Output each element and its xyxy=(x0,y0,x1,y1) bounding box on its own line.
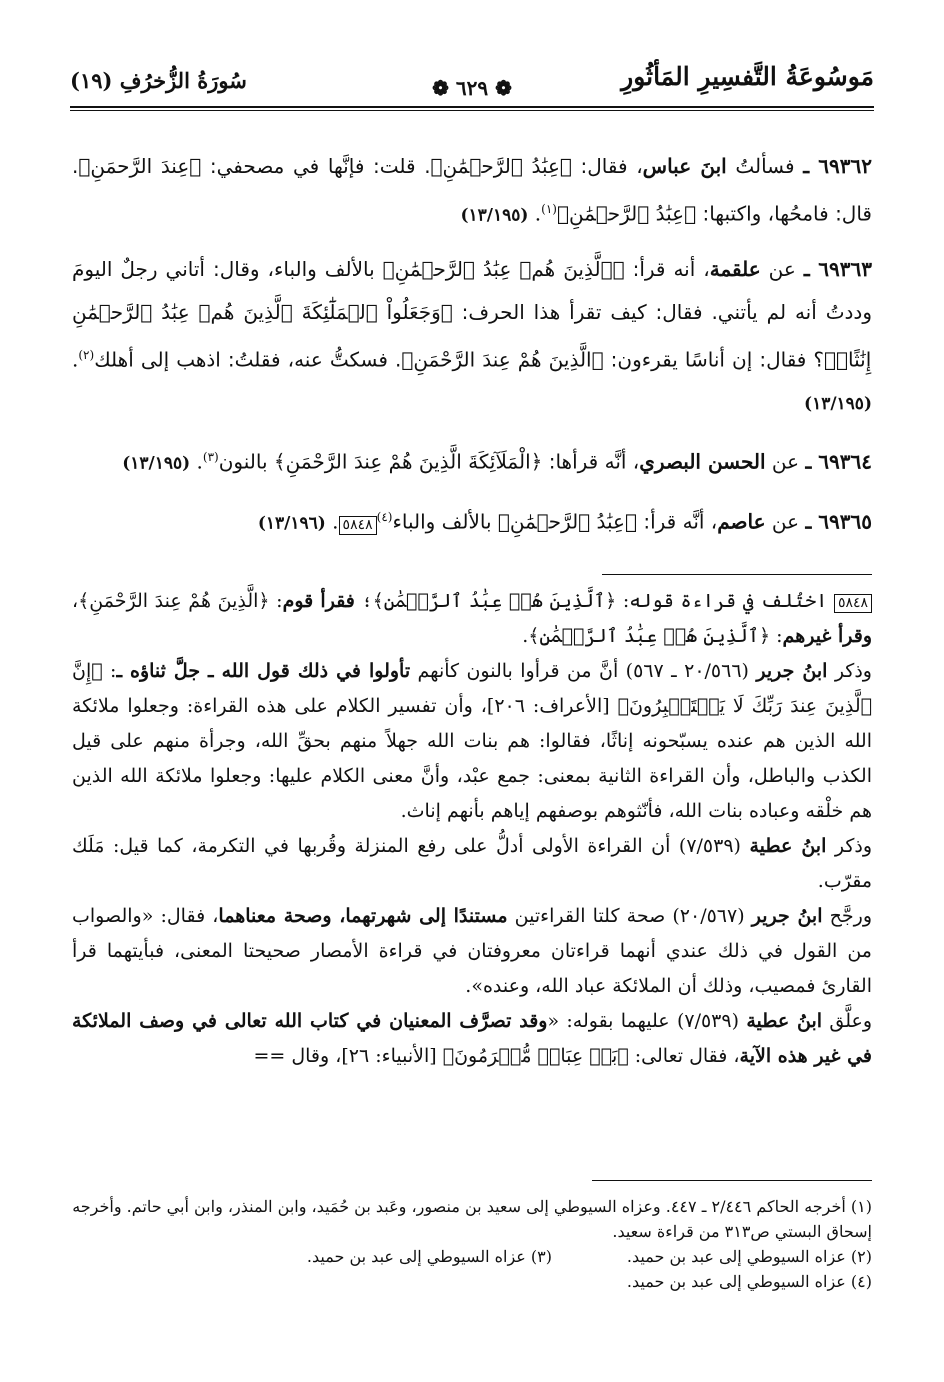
commentary-text: وعلَّق xyxy=(822,1010,873,1032)
narrator-name: ابنَ عباس xyxy=(642,154,727,178)
scholar-name: ابنُ عطية xyxy=(749,835,827,857)
hadith-text: فسألتُ xyxy=(726,154,795,178)
hadith-number: ٦٩٣٦٥ ـ xyxy=(805,509,872,534)
narrator-name: عاصم xyxy=(717,509,766,534)
header-rule-thin xyxy=(70,110,874,111)
commentary-bold: تأولوا في ذلك قول الله ـ جلَّ ثناؤه ـ xyxy=(116,660,411,682)
page-number-value: ٦٢٩ xyxy=(455,76,489,100)
commentary-text: اختُلف في قراءة قوله: ﴿ٱلَّذِينَ هُمۡ عِبَٰدُ ٱلرَّحۡمَٰنِ﴾؛ xyxy=(354,590,834,612)
narrator-name: علقمة xyxy=(709,256,761,281)
commentary-text: وذكر xyxy=(826,835,872,857)
commentary-block xyxy=(72,584,872,1074)
commentary-box-reference[interactable]: ٥٨٤٨ xyxy=(339,516,377,535)
footnotes xyxy=(72,1194,872,1294)
footnote-row xyxy=(72,1244,872,1269)
commentary-text: ، فقال: «والصواب من القول في ذلك عندي أنهما قراءتان معروفتان في قراءة الأمصار صحيحتا المعنى، فبأيتهما قرأ القارئ فمصيب، وذلك أن الملائكة عباد الله، وعنده». xyxy=(72,905,872,997)
commentary-bold: وقد تصرَّف المعنيان في كتاب الله تعالى في وصف الملائكة في غير هذه الآية xyxy=(72,1010,872,1067)
page-header xyxy=(70,62,874,112)
commentary-paragraph xyxy=(72,584,872,654)
commentary-text: ، فقال تعالى: ﴿بَلۡ عِبَادٞ مُّكۡرَمُونَ﴾ [الأنبياء: ٢٦]، وقال == xyxy=(253,1045,740,1067)
hadith-text: ، أنَّه قرأها: ﴿الْمَلَآئِكَةَ الَّذِينَ هُمْ عِندَ الرَّحْمَنِ﴾ بالنون xyxy=(218,449,640,474)
hadith-entry xyxy=(72,496,872,546)
hadith-text: ، فقال: ﴿عِبَٰدُ ٱلرَّحۡمَٰنِ﴾. قلت: فإنَّها في مصحفي: ﴿عِندَ الرَّحمَنِ﴾. قال: فامحُها، واكتبها: ﴿عِبَٰدُ ٱلرَّحۡمَٰنِ﴾ xyxy=(72,154,872,226)
hadith-text: ، أنه قرأ: ﴿ٱلَّذِينَ هُمۡ عِبَٰدُ ٱلرَّحۡمَٰنِ﴾ بالألف والباء، وقال: أتاني رجلٌ اليومَ وددتُ أنه لم يأتني. فقال: كيف تقرأ هذا الحرف: ﴿وَجَعَلُواْ ٱلۡمَلَٰٓئِكَةَ ٱلَّذِينَ هُمۡ عِبَٰدُ ٱلرَّحۡمَٰنِ إِنَٰثًاۚ﴾؟ فقال: إن أناسًا يقرءون: ﴿الَّذِينَ هُمْ عِندَ الرَّحْمَنِ﴾. فسكتُّ عنه، فقلتُ: اذهب إلى أهلك xyxy=(72,256,872,372)
book-title: مَوسُوعَةُ التَّفسِيرِ المَأثُورِ xyxy=(621,62,874,91)
hadith-list xyxy=(72,145,872,556)
narrator-name: الحسن البصري xyxy=(639,449,766,474)
footnote-marker[interactable]: (١) xyxy=(541,202,557,216)
scholar-name: ابنُ عطية xyxy=(746,1010,823,1032)
commentary-bold: مستندًا إلى شهرتهما، وصحة معناهما xyxy=(218,905,508,927)
commentary-text: وذكر xyxy=(827,660,872,682)
hadith-text: عن xyxy=(765,449,800,474)
hadith-number: ٦٩٣٦٢ ـ xyxy=(803,154,873,178)
hadith-text: . xyxy=(528,201,542,226)
hadith-number: ٦٩٣٦٤ ـ xyxy=(805,449,872,474)
commentary-box-number: ٥٨٤٨ xyxy=(834,594,872,613)
commentary-bold: وقرأ غيرهم xyxy=(782,625,872,647)
hadith-text: ، أنَّه قرأ: ﴿عِبَٰدُ ٱلرَّحۡمَٰنِ﴾ بالألف والباء xyxy=(392,509,718,534)
commentary-paragraph xyxy=(72,829,872,899)
commentary-paragraph xyxy=(72,1004,872,1074)
volume-reference: (١٣/١٩٦) xyxy=(257,513,326,534)
hadith-entry xyxy=(72,145,872,238)
commentary-text: ورجَّح xyxy=(822,905,873,927)
scholar-name: ابنُ جرير xyxy=(751,905,823,927)
volume-reference: (١٣/١٩٥) xyxy=(122,453,191,474)
header-rule xyxy=(70,106,874,108)
volume-reference: (١٣/١٩٥) xyxy=(804,394,872,415)
commentary-text: : ﴿ٱلَّذِينَ هُمۡ عِبَٰدُ ٱلرَّحۡمَٰنِ﴾. xyxy=(522,625,783,647)
footnote: (٤) عزاه السيوطي إلى عبد بن حميد. xyxy=(626,1272,872,1291)
hadith-text: . xyxy=(72,347,79,372)
commentary-separator xyxy=(602,574,872,575)
commentary-text: (٢٠/٥٦٦ ـ ٥٦٧) أنَّ من قرأوا بالنون كأنهم xyxy=(410,660,757,682)
scholar-name: ابنُ جرير xyxy=(756,660,828,682)
hadith-text: . xyxy=(325,509,339,534)
footnote: (٢) عزاه السيوطي إلى عبد بن حميد. xyxy=(626,1247,872,1266)
hadith-entry xyxy=(72,248,872,427)
commentary-text: (٢٠/٥٦٧) صحة كلتا القراءتين xyxy=(507,905,752,927)
surah-name: سُورَةُ الزُّخرُفِ (١٩) xyxy=(70,68,247,93)
commentary-bold: فقرأ قوم xyxy=(282,590,355,612)
page-number: ❁ ٦٢٩ ❁ xyxy=(432,76,512,100)
footnote-marker[interactable]: (٢) xyxy=(78,347,95,362)
hadith-text: عن xyxy=(765,509,800,534)
commentary-text: (٧/٥٣٩) عليهما بقوله: « xyxy=(547,1010,747,1032)
hadith-number: ٦٩٣٦٣ ـ xyxy=(803,256,872,281)
commentary-paragraph xyxy=(72,899,872,1004)
commentary-text: : ﴿إِنَّ ٱلَّذِينَ عِندَ رَبِّكَ لَا يَسۡتَكۡبِرُونَ﴾ [الأعراف: ٢٠٦]، وأن تفسير الكلام على هذه القراءة: وجعلوا ملائكة الله الذين هم عنده يسبّحونه إناثًا، فقالوا: هم بنات الله جهلاً منهم بحقِّ الله، وجرأة منهم على قيل الكذب والباطل، وأن القراءة الثانية بمعنى: جمع عبْد، وأنَّ معنى الكلام عليها: وجعلوا ملائكة الله الذين هم خلْقه وعباده بنات الله، فأنّثوهم بوصفهم إياهم بأنهم إناث. xyxy=(72,660,873,822)
footnote-separator xyxy=(592,1180,872,1181)
hadith-text: . xyxy=(190,449,203,474)
commentary-paragraph xyxy=(72,654,872,829)
footnote-marker[interactable]: (٣) xyxy=(202,450,219,465)
hadith-text: عن xyxy=(760,256,796,281)
commentary-text: : ﴿الَّذِينَ هُمْ عِندَ الرَّحْمَنِ﴾، xyxy=(72,590,283,612)
commentary-text: (٧/٥٣٩) أن القراءة الأولى أدلُّ على رفع المنزلة وقُربها في التكرمة، كما قيل: مَلَك مقرّب. xyxy=(72,835,872,892)
footnote: (١) أخرجه الحاكم ٢/٤٤٦ ـ ٤٤٧. وعزاه السيوطي إلى سعيد بن منصور، وعَبد بن حُمَيد، وابن المنذر، وابن أبي حاتم. وأخرجه إسحاق البستي ص٣١٣ من قراءة سعيد. xyxy=(72,1197,872,1241)
footnote-marker[interactable]: (٤) xyxy=(376,509,393,524)
hadith-entry xyxy=(72,436,872,486)
volume-reference: (١٣/١٩٥) xyxy=(460,205,529,226)
footnote: (٣) عزاه السيوطي إلى عبد بن حميد. xyxy=(306,1247,552,1266)
